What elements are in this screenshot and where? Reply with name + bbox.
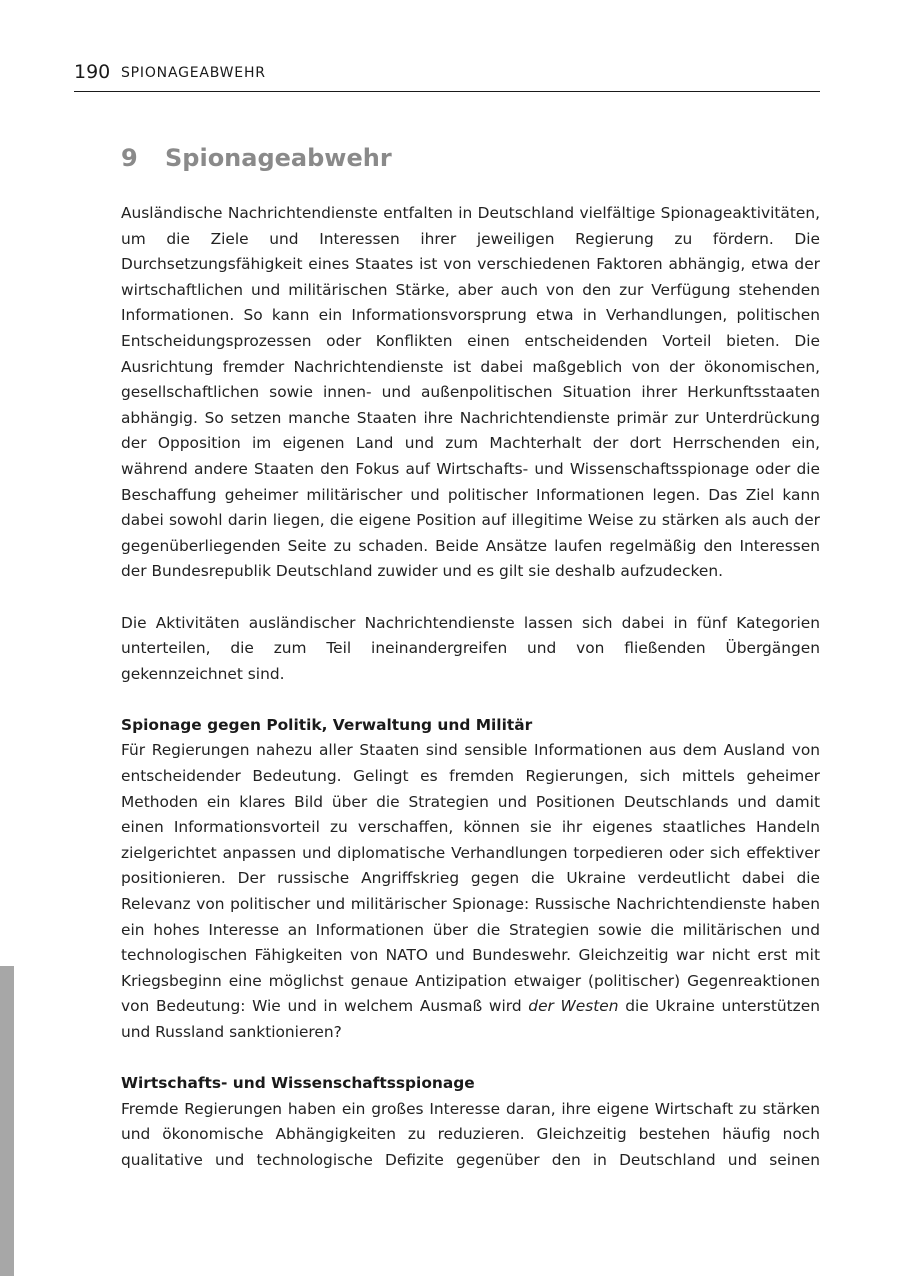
categories-paragraph: Die Aktivitäten ausländischer Nachrichtendienste lassen sich dabei in fünf Kategorien unterteilen, die zum Teil ineinandergreifen und von fließenden Übergängen gekennzeichnet sind. — [121, 613, 820, 683]
margin-tab-bar — [0, 966, 14, 1276]
chapter-number: 9 — [121, 144, 138, 172]
politics-text-part1: Für Regierungen nahezu aller Staaten sind sensible Informationen aus dem Ausland von entscheidender Bedeutung. Gelingt es fremden Regierungen, sich mittels geheimer Methoden ein klares Bild über die Strategien und Positionen Deutschlands und damit einen Informationsvorteil zu verschaffen, können sie ihr eigenes staatliches Handeln zielgerichtet anpassen und diplomatische Verhandlungen torpedieren oder sich effektiver positionieren. Der russische Angriffskrieg gegen die Ukraine verdeutlicht dabei die Relevanz von politischer und militärischer Spionage: Russische Nachrichtendienste haben ein hohes Interesse an Informationen über die Strategien sowie die militärischen und technologischen Fähigkeiten von NATO und Bundeswehr. Gleichzeitig war nicht erst mit Kriegsbeginn eine möglichst genaue Antizipation etwaiger (politischer) Gegenreaktionen von Bedeutung: Wie und in welchem Ausmaß wird — [121, 741, 820, 1016]
politics-text-part2: die Ukraine unterstützen und Russland sanktionieren? — [121, 997, 820, 1041]
chapter-title: Spionageabwehr — [165, 144, 392, 172]
economy-paragraph: Fremde Regierungen haben ein großes Interesse daran, ihre eigene Wirtschaft zu stärken und ökonomische Abhängigkeiten zu reduzieren. Gleichzeitig bestehen häufig noch qualitative und technologische Defizite gegenüber den in Deutschland und seinen — [121, 1099, 820, 1169]
intro-paragraph: Ausländische Nachrichtendienste entfalten in Deutschland vielfältige Spionageaktivitäten, um die Ziele und Interessen ihrer jeweiligen Regierung zu fördern. Die Durchsetzungsfähigkeit eines Staates ist von verschiedenen Faktoren abhängig, etwa der wirtschaftlichen und militärischen Stärke, aber auch von den zur Verfügung stehenden Informationen. So kann ein Informationsvorsprung etwa in Verhandlungen, politischen Entscheidungsprozessen oder Konflikten einen entscheidenden Vorteil bieten. Die Ausrichtung fremder Nachrichtendienste ist dabei maßgeblich von der ökonomischen, gesellschaftlichen sowie innen- und außenpolitischen Situation ihrer Herkunftsstaaten abhängig. So setzen manche Staaten ihre Nachrichtendienste primär zur Unterdrückung der Opposition im eigenen Land und zum Machterhalt der dort Herrschenden ein, während andere Staaten den Fokus auf Wirtschafts- und Wissenschaftsspionage oder die Beschaffung geheimer militärischer und politischer Informationen legen. Das Ziel kann dabei sowohl darin liegen, die eigene Position auf illegitime Weise zu stärken als auch der gegenüberliegenden Seite zu schaden. Beide Ansätze laufen regelmäßig den Interessen der Bundesrepublik Deutschland zuwider und es gilt sie deshalb aufzudecken. — [121, 204, 820, 581]
section-heading-politics: Spionage gegen Politik, Verwaltung und Militär — [121, 715, 533, 734]
section-heading-economy: Wirtschafts- und Wissenschaftsspionage — [121, 1074, 475, 1093]
running-header — [74, 58, 820, 92]
politics-paragraph — [121, 738, 820, 1045]
chapter-heading — [121, 144, 392, 172]
running-title: SPIONAGEABWEHR — [121, 65, 266, 81]
body-text — [121, 201, 820, 1174]
politics-text-emphasis: der Westen — [528, 997, 619, 1016]
page-number: 190 — [74, 61, 111, 83]
